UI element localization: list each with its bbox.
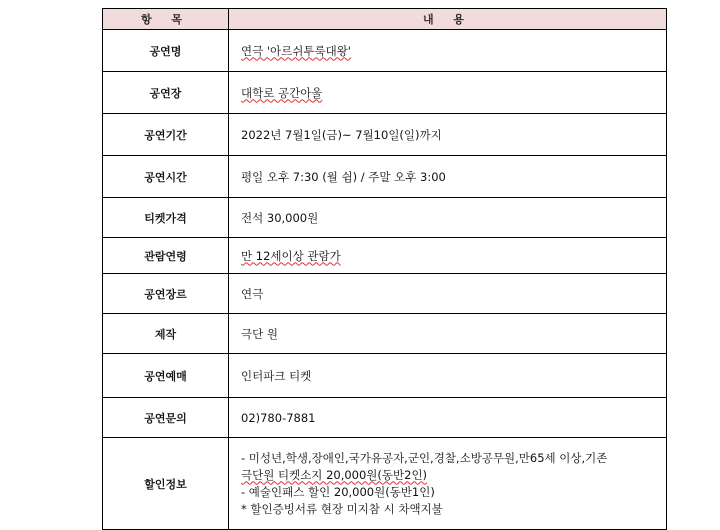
table-row [103,354,667,398]
row-label-age: 관람연령 [103,238,229,274]
table-row [103,314,667,354]
discount-line: 극단원 티켓소지 20,000원(동반2인) [241,467,428,482]
table-row [103,30,667,72]
table-row [103,72,667,114]
row-value-title [229,30,667,72]
discount-line: - 미성년,학생,장애인,국가유공자,군인,경찰,소방공무원,만65세 이상,기존 [241,450,608,465]
row-label-genre: 공연장르 [103,274,229,314]
row-label-time: 공연시간 [103,156,229,198]
row-label-venue: 공연장 [103,72,229,114]
table-row [103,198,667,238]
row-value-genre: 연극 [229,274,667,314]
row-value-discount [229,438,667,530]
table-row [103,238,667,274]
table-row [103,398,667,438]
row-value-booking: 인터파크 티켓 [229,354,667,398]
table-row [103,114,667,156]
row-label-title: 공연명 [103,30,229,72]
row-label-price: 티켓가격 [103,198,229,238]
row-value-age [229,238,667,274]
row-value-period: 2022년 7월1일(금)~ 7월10일(일)까지 [229,114,667,156]
table-header-row [103,9,667,30]
table-row [103,156,667,198]
row-value-production: 극단 원 [229,314,667,354]
row-value-age-text: 만 12세이상 관람가 [241,248,341,263]
row-label-production: 제작 [103,314,229,354]
discount-line: * 할인증빙서류 현장 미지참 시 차액지불 [241,501,443,516]
row-value-title-text: 연극 '아르쉬투룩대왕' [241,43,351,58]
row-label-inquiry: 공연문의 [103,398,229,438]
table-row [103,438,667,530]
row-value-inquiry: 02)780-7881 [229,398,667,438]
performance-info-table [102,8,667,530]
table-row [103,274,667,314]
row-label-discount: 할인정보 [103,438,229,530]
discount-line: - 예술인패스 할인 20,000원(동반1인) [241,484,435,499]
row-value-time: 평일 오후 7:30 (월 쉼) / 주말 오후 3:00 [229,156,667,198]
row-label-period: 공연기간 [103,114,229,156]
header-content: 내 용 [229,9,667,30]
row-value-venue [229,72,667,114]
row-label-booking: 공연예매 [103,354,229,398]
row-value-price: 전석 30,000원 [229,198,667,238]
row-value-venue-text: 대학로 공간아울 [241,85,323,100]
header-item: 항 목 [103,9,229,30]
